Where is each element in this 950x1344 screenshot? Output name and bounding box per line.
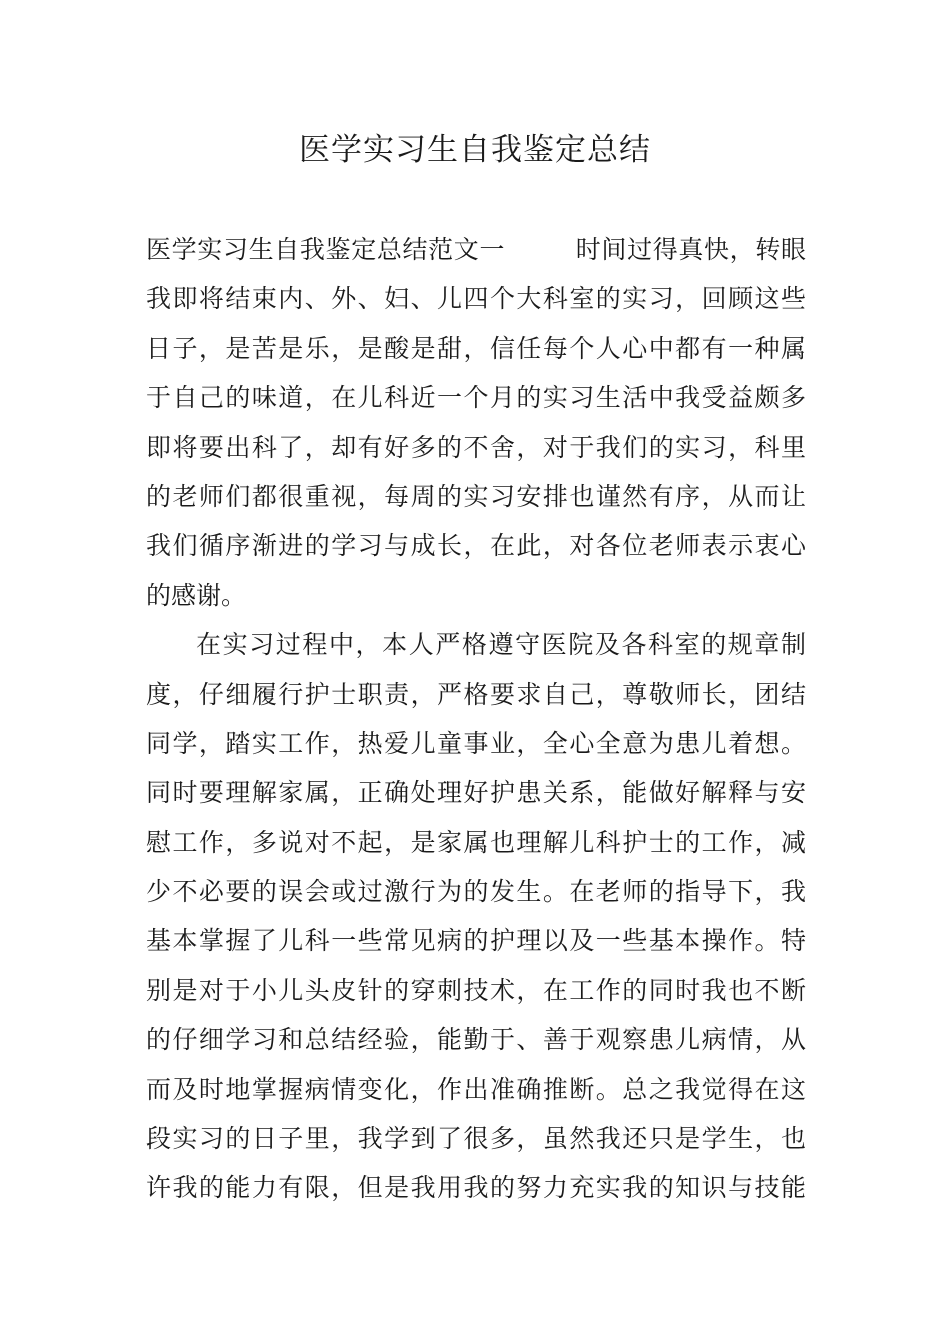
paragraph-2-line: 别是对于小儿头皮针的穿刺技术，在工作的同时我也不断 bbox=[146, 975, 806, 1005]
paragraph-1-line: 日子，是苦是乐，是酸是甜，信任每个人心中都有一种属 bbox=[146, 333, 806, 363]
paragraph-1-line: 我们循序渐进的学习与成长，在此，对各位老师表示衷心 bbox=[146, 531, 806, 561]
paragraph-2-line: 少不必要的误会或过激行为的发生。在老师的指导下，我 bbox=[146, 877, 806, 907]
paragraph-2-line: 许我的能力有限，但是我用我的努力充实我的知识与技能 bbox=[146, 1173, 806, 1203]
paragraph-2-line: 基本掌握了儿科一些常见病的护理以及一些基本操作。特 bbox=[146, 926, 806, 956]
paragraph-2-line: 慰工作，多说对不起，是家属也理解儿科护士的工作，减 bbox=[146, 827, 806, 857]
paragraph-2-line: 而及时地掌握病情变化，作出准确推断。总之我觉得在这 bbox=[146, 1074, 806, 1104]
paragraph-2-line: 同时要理解家属，正确处理好护患关系，能做好解释与安 bbox=[146, 778, 806, 808]
paragraph-2-line: 度，仔细履行护士职责，严格要求自己，尊敬师长，团结 bbox=[146, 679, 806, 709]
paragraph-2-line: 同学，踏实工作，热爱儿童事业，全心全意为患儿着想。 bbox=[146, 728, 806, 758]
paragraph-1-line-1 bbox=[146, 225, 806, 274]
paragraph-2-line: 段实习的日子里，我学到了很多，虽然我还只是学生，也 bbox=[146, 1124, 806, 1154]
document-title: 医学实习生自我鉴定总结 bbox=[299, 132, 651, 168]
paragraph-2-line-first: 在实习过程中，本人严格遵守医院及各科室的规章制 bbox=[196, 630, 806, 660]
paragraph-1-line-last: 的感谢。 bbox=[146, 580, 247, 610]
paragraph-1-line: 于自己的味道，在儿科近一个月的实习生活中我受益颇多 bbox=[146, 383, 806, 413]
paragraph-2-line: 的仔细学习和总结经验，能勤于、善于观察患儿病情，从 bbox=[146, 1025, 806, 1055]
paragraph-1-line-1-text: 时间过得真快，转眼 bbox=[575, 235, 806, 264]
document-body bbox=[146, 225, 806, 1213]
paragraph-1-line: 我即将结束内、外、妇、儿四个大科室的实习，回顾这些 bbox=[146, 284, 806, 314]
section-heading: 医学实习生自我鉴定总结范文一 bbox=[146, 235, 506, 264]
paragraph-1-line: 即将要出科了，却有好多的不舍，对于我们的实习，科里 bbox=[146, 432, 806, 462]
paragraph-1-line: 的老师们都很重视，每周的实习安排也谨然有序，从而让 bbox=[146, 481, 806, 511]
